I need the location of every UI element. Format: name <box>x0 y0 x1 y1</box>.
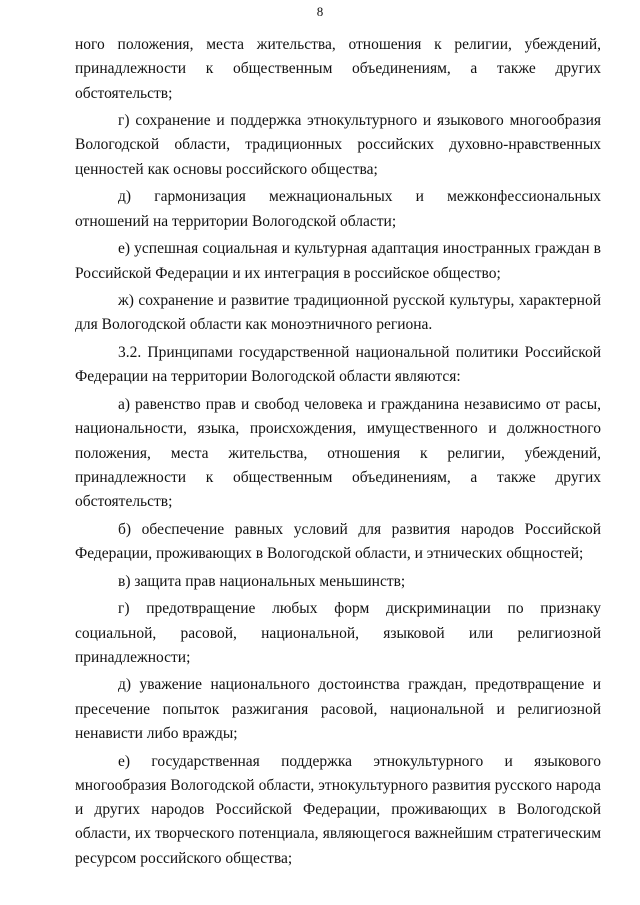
paragraph-item-zh: ж) сохранение и развитие традиционной русской культуры, характерной для Вологодской области как моноэтничного региона. <box>75 292 601 334</box>
paragraph-item-g: г) сохранение и поддержка этнокультурного и языкового многообразия Вологодской области, традиционных российских духовно-нравственных ценностей как основы российского общества; <box>75 112 601 178</box>
paragraph-principle-v: в) защита прав национальных меньшинств; <box>118 572 406 590</box>
paragraph-item-e: е) успешная социальная и культурная адаптация иностранных граждан в Российской Федерации и их интеграция в российское общество; <box>75 240 601 282</box>
paragraph-section-3-2: 3.2. Принципами государственной национальной политики Российской Федерации на территории Вологодской области являются: <box>75 344 601 386</box>
paragraph-principle-e: е) государственная поддержка этнокультурного и языкового многообразия Вологодской области, этнокультурного развития русского народа и других народов Российской Федерации, проживающих в Вологодской области, их творческого потенциала, являющегося важнейшим стратегическим ресурсом российского общества; <box>75 752 601 867</box>
document-body <box>75 33 601 874</box>
paragraph-principle-b: б) обеспечение равных условий для развития народов Российской Федерации, проживающих в Вологодской области, и этнических общностей; <box>75 520 601 563</box>
page-number: 8 <box>316 4 324 19</box>
paragraph-principle-d: д) уважение национального достоинства граждан, предотвращение и пресечение попыток разжигания расовой, национальной и религиозной ненависти либо вражды; <box>75 676 601 742</box>
paragraph-principle-a: а) равенство прав и свобод человека и гражданина независимо от расы, национальности, языка, происхождения, имущественного и должностного положения, места жительства, отношения к религии, убеждений, принадлежности к общественным объединениям, а также других обстоятельств; <box>75 395 601 511</box>
paragraph-principle-g: г) предотвращение любых форм дискриминации по признаку социальной, расовой, национальной, языковой или религиозной принадлежности; <box>75 600 601 666</box>
paragraph-item-d: д) гармонизация межнациональных и межконфессиональных отношений на территории Вологодской области; <box>75 188 601 230</box>
paragraph-continuation: ного положения, места жительства, отношения к религии, убеждений, принадлежности к общественным объединениям, а также других обстоятельств; <box>75 36 601 102</box>
